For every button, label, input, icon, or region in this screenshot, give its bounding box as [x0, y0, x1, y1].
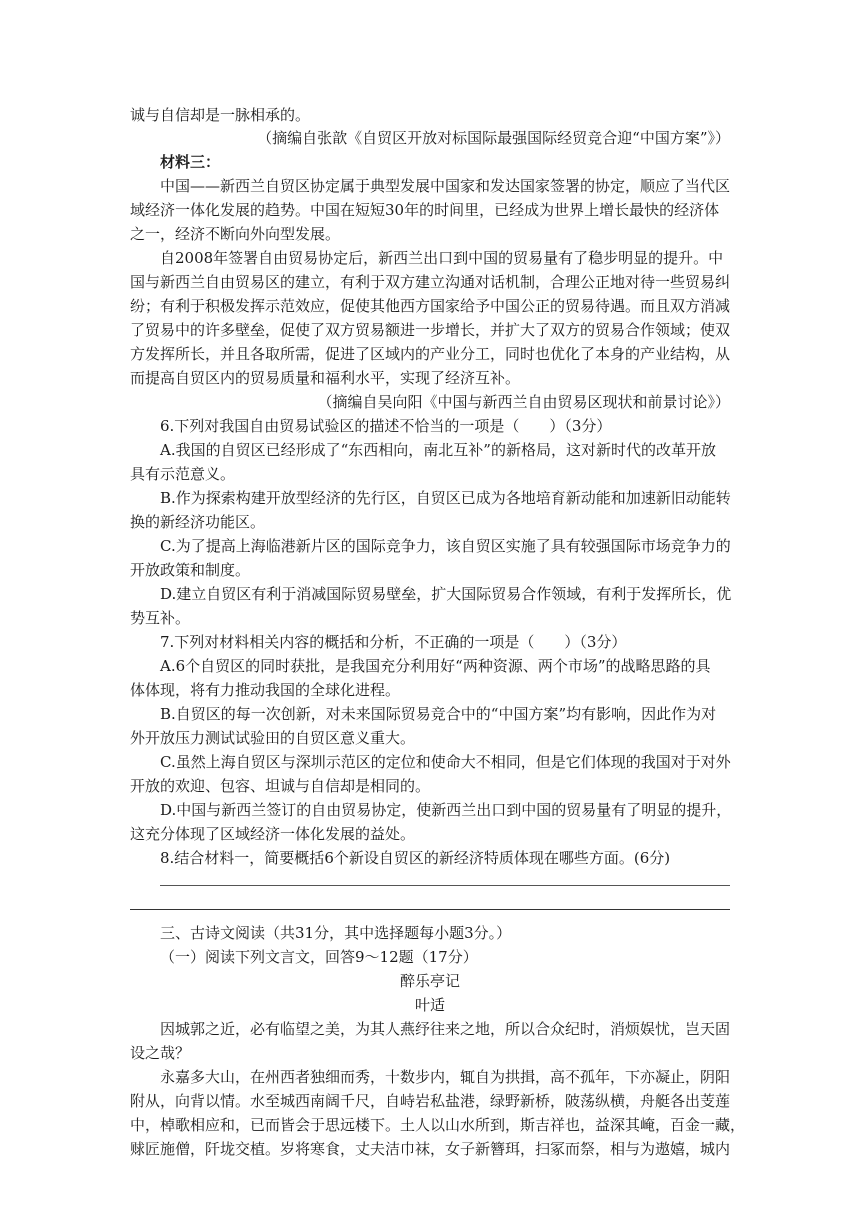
option-line: 具有示范意义。	[130, 465, 236, 483]
source-citation: （摘编自张歆《自贸区开放对标国际最强国际经贸竞合迎“中国方案”》）	[257, 129, 730, 147]
option-line: C.虽然上海自贸区与深圳示范区的定位和使命大不相同，但是它们体现的我国对于对外	[160, 753, 731, 771]
question-6: 6.下列对我国自由贸易试验区的描述不恰当的一项是（ ）（3分）	[160, 417, 612, 435]
option-line: B.作为探索构建开放型经济的先行区，自贸区已成为各地培育新动能和加速新旧动能转	[160, 489, 731, 507]
answer-line	[160, 885, 730, 886]
essay-title: 醉乐亭记	[399, 972, 460, 990]
option-line: 开放的欢迎、包容、坦诚与自信却是相同的。	[130, 777, 431, 795]
essay-author: 叶适	[414, 996, 445, 1014]
text-line: 诚与自信却是一脉相承的。	[130, 106, 311, 124]
option-line: D.中国与新西兰签订的自由贸易协定，使新西兰出口到中国的贸易量有了明显的提升，	[160, 801, 732, 819]
option-line: A.我国的自贸区已经形成了“东西相向，南北互补”的新格局，这对新时代的改革开放	[160, 441, 716, 459]
option-line: B.自贸区的每一次创新，对未来国际贸易竞合中的“中国方案”均有影响，因此作为对	[160, 705, 717, 723]
text-line: 附从，向背以情。水至城西南阔千尺，自峙岩私盐港，绿野新桥，陂荡纵横，舟艇各出芰莲	[130, 1092, 731, 1110]
text-line: 因城郭之近，必有临望之美，为其人燕纾往来之地，所以合众纪时，消烦娱忧，岂天固	[160, 1020, 731, 1038]
option-line: 势互补。	[130, 609, 191, 627]
section-divider	[130, 909, 730, 910]
option-line: 换的新经济功能区。	[130, 513, 266, 531]
question-7: 7.下列对材料相关内容的概括和分析，不正确的一项是（ ）（3分）	[160, 633, 627, 651]
subsection-heading: （一）阅读下列文言文，回答9～12题（17分）	[160, 948, 478, 966]
text-line: 之一，经济不断向外向型发展。	[130, 225, 341, 243]
text-line: 了贸易中的许多壁垒，促使了双方贸易额进一步增长，并扩大了双方的贸易合作领域；使双	[130, 321, 731, 339]
text-line: 中，棹歌相应和，已而皆会于思远楼下。土人以山水所到，斯吉祥也，益深其崦，百金一藏，	[130, 1116, 746, 1134]
source-citation: （摘编自吴向阳《中国与新西兰自由贸易区现状和前景讨论》）	[317, 393, 730, 411]
question-8: 8.结合材料一，简要概括6个新设自贸区的新经济特质体现在哪些方面。(6分)	[160, 849, 671, 867]
text-line: 国与新西兰自由贸易区的建立，有利于双方建立沟通对话机制，合理公正地对待一些贸易纠	[130, 273, 731, 291]
option-line: 开放政策和制度。	[130, 561, 251, 579]
text-line: 自2008年签署自由贸易协定后，新西兰出口到中国的贸易量有了稳步明显的提升。中	[160, 249, 724, 267]
text-line: 纷；有利于积极发挥示范效应，促使其他西方国家给予中国公正的贸易待遇。而且双方消减	[130, 297, 731, 315]
option-line: C.为了提高上海临港新片区的国际竞争力，该自贸区实施了具有较强国际市场竞争力的	[160, 537, 731, 555]
option-line: 外开放压力测试试验田的自贸区意义重大。	[130, 729, 416, 747]
option-line: A.6个自贸区的同时获批，是我国充分利用好“两种资源、两个市场”的战略思路的具	[160, 657, 711, 675]
text-line: 中国——新西兰自贸区协定属于典型发展中国家和发达国家签署的协定，顺应了当代区	[160, 177, 731, 195]
text-line: 而提高自贸区内的贸易质量和福利水平，实现了经济互补。	[130, 369, 521, 387]
text-line: 方发挥所长，并且各取所需，促进了区域内的产业分工，同时也优化了本身的产业结构，从	[130, 345, 731, 363]
text-line: 赇匠施僧，阡垅交植。岁将寒食，丈夫洁巾袜，女子新簪珥，扫冢而祭，相与为遨嬉，城内	[130, 1140, 731, 1158]
text-line: 永嘉多大山，在州西者独细而秀，十数步内，辄自为拱揖，高不孤年，下亦凝止，阴阳	[160, 1068, 731, 1086]
option-line: 体体现，将有力推动我国的全球化进程。	[130, 681, 401, 699]
section-heading: 三、古诗文阅读（共31分，其中选择题每小题3分。）	[160, 924, 512, 942]
text-line: 域经济一体化发展的趋势。中国在短短30年的时间里，已经成为世界上增长最快的经济体	[130, 201, 720, 219]
option-line: 这充分体现了区域经济一体化发展的益处。	[130, 825, 416, 843]
section-heading: 材料三：	[160, 153, 221, 171]
option-line: D.建立自贸区有利于消减国际贸易壁垒，扩大国际贸易合作领域，有利于发挥所长，优	[160, 585, 732, 603]
text-line: 设之哉？	[130, 1044, 191, 1062]
